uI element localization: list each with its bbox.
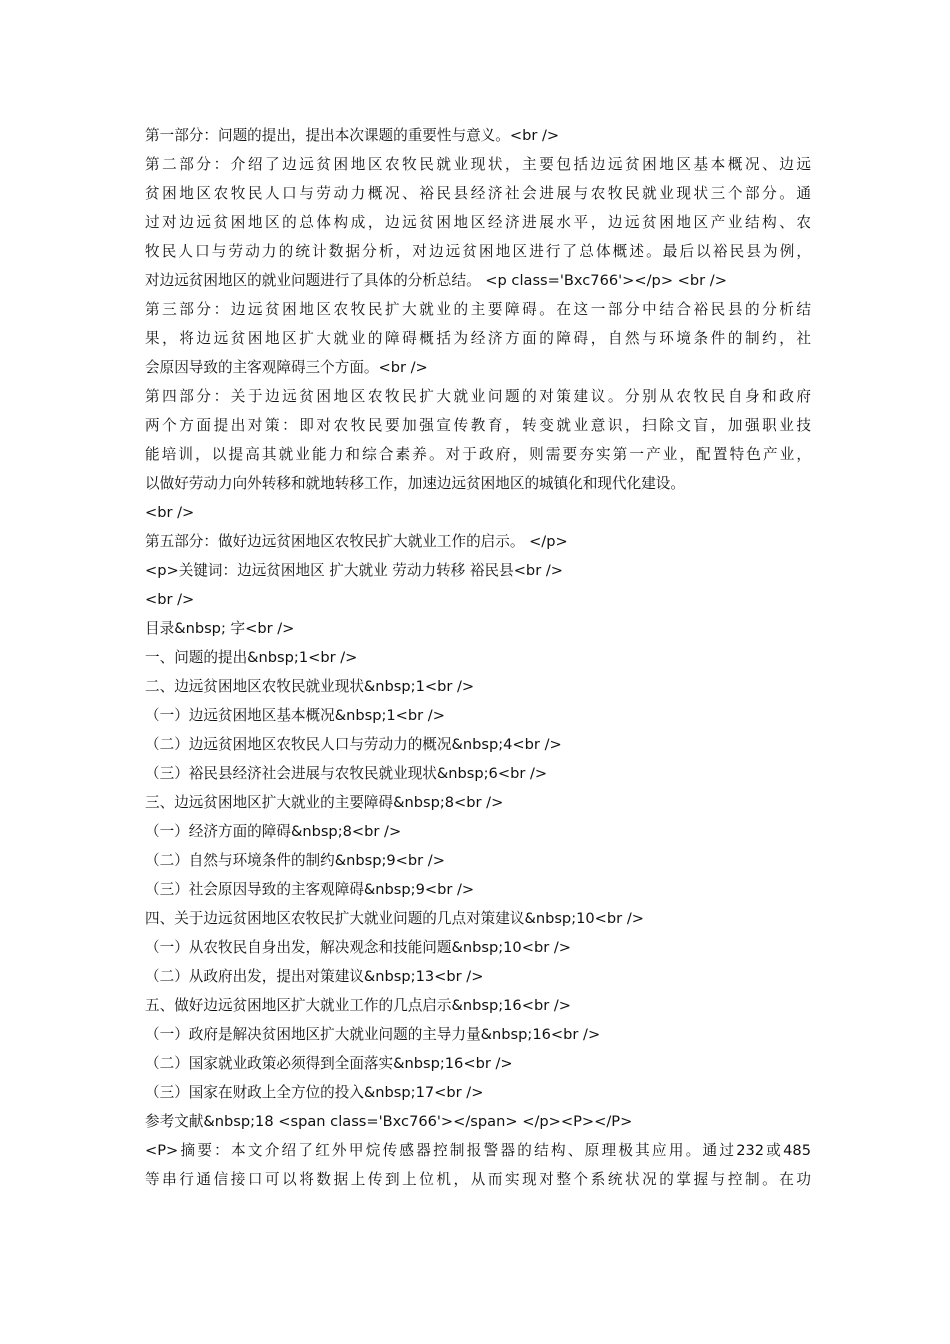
text-line: <br /> (145, 591, 195, 608)
text-line: <p>关键词：边远贫困地区 扩大就业 劳动力转移 裕民县<br /> (145, 562, 563, 579)
toc-item: （一）经济方面的障碍&nbsp;8<br /> (145, 823, 402, 840)
text-line: 以做好劳动力向外转移和就地转移工作，加速边远贫困地区的城镇化和现代化建设。 (145, 475, 685, 492)
text-line: 两个方面提出对策：即对农牧民要加强宣传教育，转变就业意识，扫除文盲，加强职业技 (145, 417, 811, 434)
document-body (145, 121, 811, 1194)
toc-item: 一、问题的提出&nbsp;1<br /> (145, 649, 358, 666)
text-line: 能培训，以提高其就业能力和综合素养。对于政府，则需要夯实第一产业，配置特色产业， (145, 446, 811, 463)
toc-item: （三）国家在财政上全方位的投入&nbsp;17<br /> (145, 1084, 484, 1101)
toc-heading: 目录&nbsp; 字<br /> (145, 620, 295, 637)
text-line: 牧民人口与劳动力的统计数据分析，对边远贫困地区进行了总体概述。最后以裕民县为例， (145, 243, 811, 260)
text-line: 对边远贫困地区的就业问题进行了具体的分析总结。 <p class='Bxc766'></p> <br /> (145, 272, 727, 289)
text-line: 第一部分：问题的提出，提出本次课题的重要性与意义。<br /> (145, 127, 560, 144)
toc-item: 二、边远贫困地区农牧民就业现状&nbsp;1<br /> (145, 678, 475, 695)
toc-item: （二）边远贫困地区农牧民人口与劳动力的概况&nbsp;4<br /> (145, 736, 562, 753)
toc-item: （三）社会原因导致的主客观障碍&nbsp;9<br /> (145, 881, 475, 898)
text-line: <br /> (145, 504, 195, 521)
text-line: 第四部分：关于边远贫困地区农牧民扩大就业问题的对策建议。分别从农牧民自身和政府 (145, 388, 811, 405)
text-line: 贫困地区农牧民人口与劳动力概况、裕民县经济社会进展与农牧民就业现状三个部分。通 (145, 185, 811, 202)
text-line: 果，将边远贫困地区扩大就业的障碍概括为经济方面的障碍，自然与环境条件的制约，社 (145, 330, 811, 347)
text-line: 第三部分：边远贫困地区农牧民扩大就业的主要障碍。在这一部分中结合裕民县的分析结 (145, 301, 811, 318)
text-line: 第五部分：做好边远贫困地区农牧民扩大就业工作的启示。 </p> (145, 533, 568, 550)
text-line: 第二部分：介绍了边远贫困地区农牧民就业现状，主要包括边远贫困地区基本概况、边远 (145, 156, 811, 173)
text-line: 会原因导致的主客观障碍三个方面。<br /> (145, 359, 428, 376)
toc-item: （一）从农牧民自身出发，解决观念和技能问题&nbsp;10<br /> (145, 939, 571, 956)
text-line: 过对边远贫困地区的总体构成，边远贫困地区经济进展水平，边远贫困地区产业结构、农 (145, 214, 811, 231)
toc-item: 四、关于边远贫困地区农牧民扩大就业问题的几点对策建议&nbsp;10<br /> (145, 910, 644, 927)
toc-item: 参考文献&nbsp;18 <span class='Bxc766'></span> </p><P></P> (145, 1113, 633, 1130)
toc-item: （二）国家就业政策必须得到全面落实&nbsp;16<br /> (145, 1055, 513, 1072)
toc-item: （一）边远贫困地区基本概况&nbsp;1<br /> (145, 707, 445, 724)
toc-item: 五、做好边远贫困地区扩大就业工作的几点启示&nbsp;16<br /> (145, 997, 571, 1014)
toc-item: （三）裕民县经济社会进展与农牧民就业现状&nbsp;6<br /> (145, 765, 548, 782)
toc-item: 三、边远贫困地区扩大就业的主要障碍&nbsp;8<br /> (145, 794, 504, 811)
toc-item: （二）从政府出发，提出对策建议&nbsp;13<br /> (145, 968, 484, 985)
toc-item: （一）政府是解决贫困地区扩大就业问题的主导力量&nbsp;16<br /> (145, 1026, 601, 1043)
toc-item: （二）自然与环境条件的制约&nbsp;9<br /> (145, 852, 445, 869)
text-line: <P>摘要：本文介绍了红外甲烷传感器控制报警器的结构、原理极其应用。通过232或485 (145, 1142, 811, 1159)
text-line: 等串行通信接口可以将数据上传到上位机，从而实现对整个系统状况的掌握与控制。在功 (145, 1171, 811, 1188)
